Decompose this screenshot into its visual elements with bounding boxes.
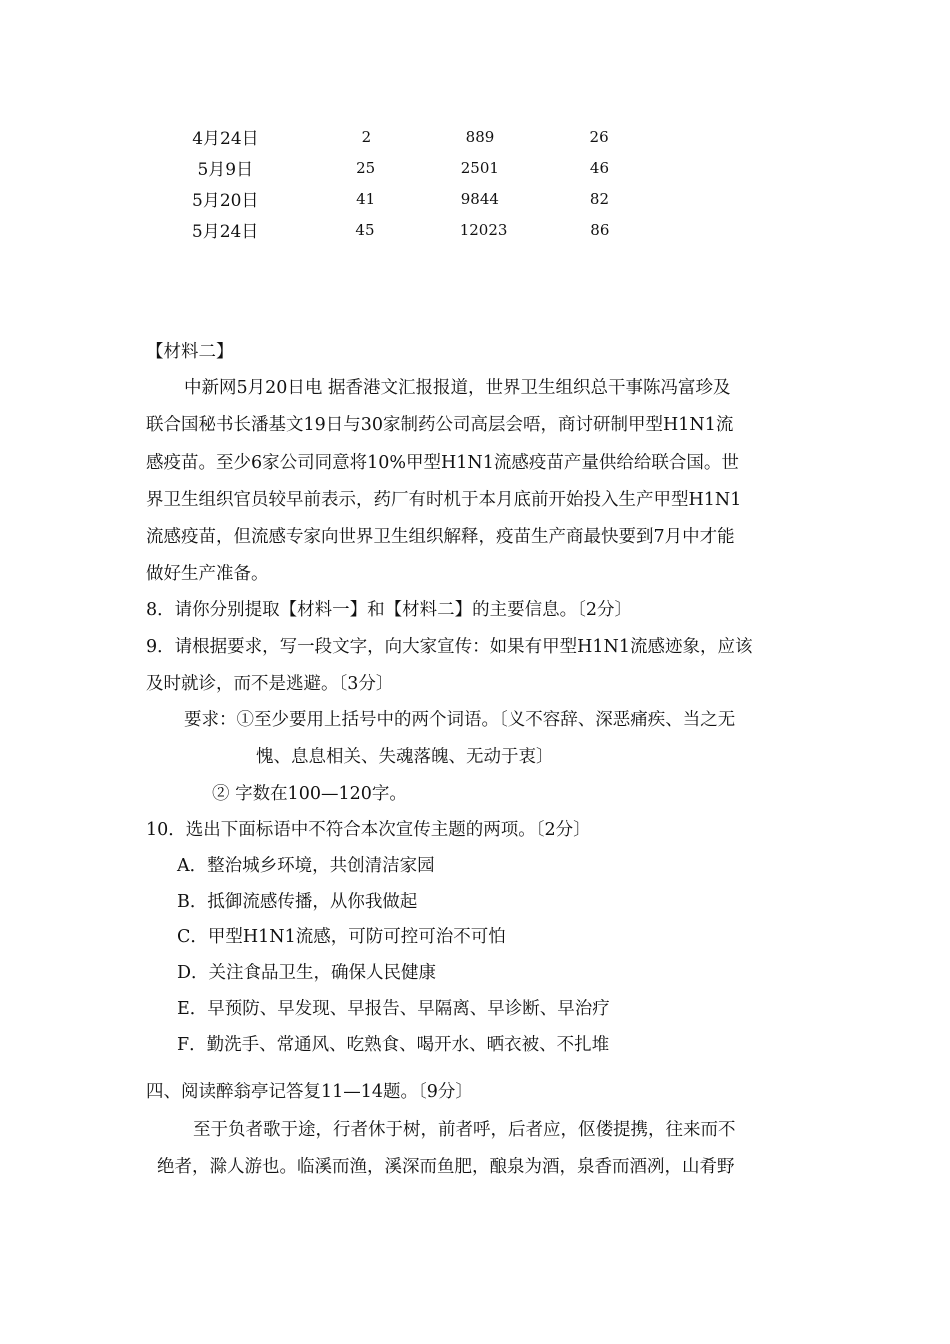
table-cell-date: 5月20日 — [192, 191, 259, 211]
table-row — [180, 214, 700, 245]
table-row — [180, 183, 700, 214]
section-4-heading: 四、阅读醉翁亭记答复11—14题。〔9分〕 — [146, 1082, 473, 1102]
data-table — [180, 121, 700, 245]
question-9-requirement: 要求：①至少要用上括号中的两个词语。〔义不容辞、深恶痛疾、当之无 — [184, 710, 736, 730]
table-cell: 2501 — [460, 158, 499, 177]
table-cell: 86 — [590, 220, 610, 239]
material2-line: 感疫苗。至少6家公司同意将10%甲型H1N1流感疫苗产量供给给联合国。世 — [146, 453, 739, 473]
table-cell: 82 — [589, 189, 610, 208]
table-row — [180, 152, 700, 183]
option-e: E．早预防、早发现、早报告、早隔离、早诊断、早治疗 — [177, 999, 610, 1019]
table-cell-date: 5月9日 — [197, 160, 254, 180]
option-a: A．整治城乡环境，共创清洁家园 — [177, 856, 435, 876]
question-9-requirement: ② 字数在100—120字。 — [212, 784, 407, 804]
table-cell: 26 — [589, 127, 609, 146]
question-8: 8．请你分别提取【材料一】和【材料二】的主要信息。〔2分〕 — [146, 600, 633, 620]
table-row — [180, 121, 700, 152]
material2-line: 做好生产准备。 — [146, 564, 269, 584]
table-cell: 41 — [356, 189, 376, 208]
material2-heading: 【材料二】 — [146, 342, 234, 362]
option-b: B．抵御流感传播，从你我做起 — [177, 892, 418, 912]
option-d: D．关注食品卫生，确保人民健康 — [177, 963, 437, 983]
table-cell-date: 5月24日 — [191, 222, 259, 242]
material2-line: 中新网5月20日电 据香港文汇报报道，世界卫生组织总干事陈冯富珍及 — [184, 378, 731, 398]
option-c: C．甲型H1N1流感，可防可控可治不可怕 — [177, 927, 506, 947]
table-cell-date: 4月24日 — [192, 129, 259, 149]
table-cell: 25 — [356, 158, 376, 177]
material2-line: 联合国秘书长潘基文19日与30家制药公司高层会唔，商讨研制甲型H1N1流 — [146, 415, 734, 435]
table-cell: 45 — [355, 220, 375, 239]
option-f: F．勤洗手、常通风、吃熟食、喝开水、晒衣被、不扎堆 — [177, 1035, 610, 1055]
question-9-requirement: 愧、息息相关、失魂落魄、无动于衷〕 — [256, 747, 554, 767]
table-cell: 9844 — [460, 189, 499, 208]
table-cell: 46 — [589, 158, 610, 177]
question-9-line: 9．请根据要求，写一段文字，向大家宣传：如果有甲型H1N1流感迹象，应该 — [146, 637, 753, 657]
table-cell: 2 — [361, 127, 372, 146]
passage-line: 绝者，滁人游也。临溪而渔，溪深而鱼肥，酿泉为酒，泉香而酒冽，山肴野 — [157, 1157, 735, 1177]
question-9-line: 及时就诊，而不是逃避。〔3分〕 — [146, 674, 394, 694]
material2-line: 界卫生组织官员较早前表示，药厂有时机于本月底前开始投入生产甲型H1N1 — [146, 490, 742, 510]
table-cell: 889 — [465, 127, 495, 146]
material2-line: 流感疫苗，但流感专家向世界卫生组织解释，疫苗生产商最快要到7月中才能 — [146, 527, 735, 547]
table-cell: 12023 — [459, 220, 508, 239]
question-10-stem: 10．选出下面标语中不符合本次宣传主题的两项。〔2分〕 — [146, 820, 591, 840]
passage-line: 至于负者歌于途，行者休于树，前者呼，后者应，伛偻提携，往来而不 — [193, 1120, 736, 1140]
